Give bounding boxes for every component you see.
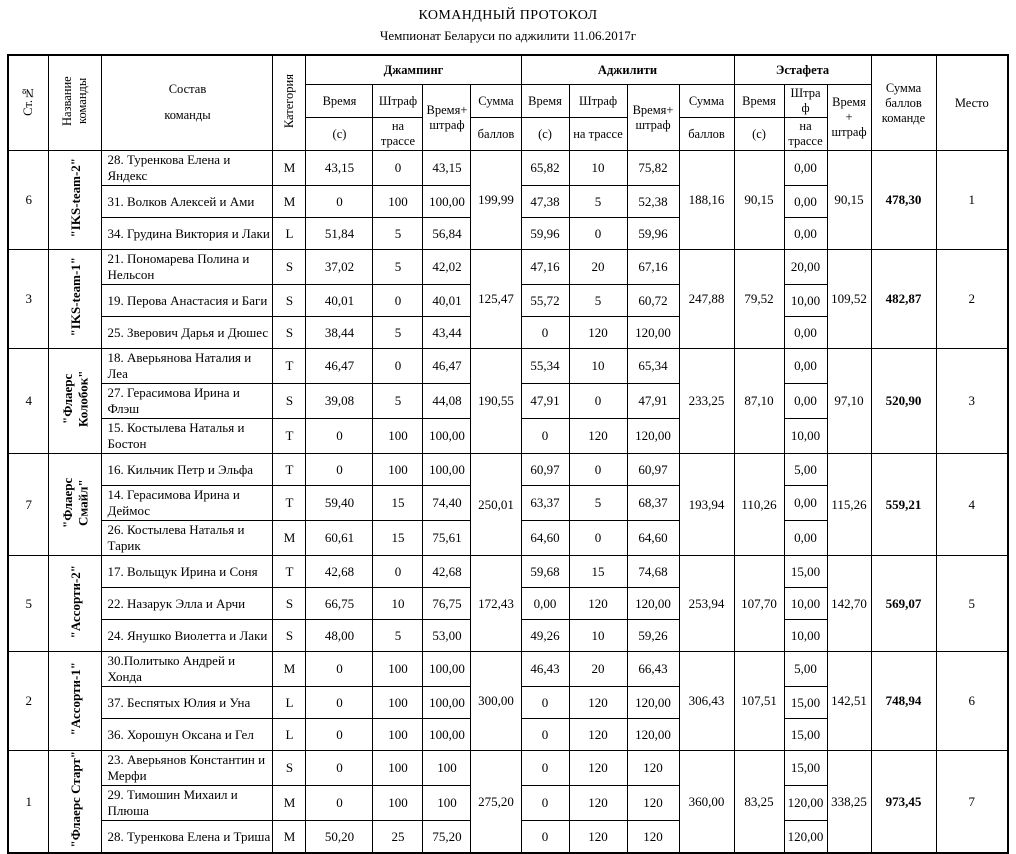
agility-time-cell: 0 — [521, 751, 569, 786]
agility-penalty-cell: 120 — [569, 719, 627, 751]
agility-sum-cell: 253,94 — [679, 556, 734, 652]
jumping-sum-cell: 190,55 — [471, 349, 521, 454]
start-number-cell: 5 — [8, 556, 49, 652]
agility-penalty-cell: 5 — [569, 486, 627, 521]
member-name-cell: 31. Волков Алексей и Ами — [102, 186, 273, 218]
category-cell: T — [273, 556, 306, 588]
jumping-time-penalty-cell: 44,08 — [423, 384, 471, 419]
member-name-cell: 14. Герасимова Ирина и Деймос — [102, 486, 273, 521]
agility-time-penalty-cell: 60,97 — [627, 454, 679, 486]
jumping-penalty-cell: 100 — [373, 419, 423, 454]
relay-time-penalty-cell: 90,15 — [827, 151, 871, 250]
category-cell: S — [273, 384, 306, 419]
header-jumping-penalty: Штраф — [373, 85, 423, 118]
header-agility-penalty-course: на трассе — [569, 118, 627, 151]
category-cell: T — [273, 486, 306, 521]
relay-penalty-cell: 15,00 — [784, 556, 827, 588]
agility-sum-cell: 233,25 — [679, 349, 734, 454]
agility-penalty-cell: 0 — [569, 521, 627, 556]
agility-penalty-cell: 20 — [569, 250, 627, 285]
page-title: КОМАНДНЫЙ ПРОТОКОЛ — [418, 8, 598, 23]
team-name-cell-label: "IKS-team-1" — [67, 257, 83, 337]
agility-sum-cell: 188,16 — [679, 151, 734, 250]
team-name-cell — [49, 250, 102, 349]
category-cell: S — [273, 285, 306, 317]
member-row — [8, 454, 1008, 486]
relay-time-cell: 107,70 — [734, 556, 784, 652]
header-relay-time-unit: (с) — [734, 118, 784, 151]
agility-time-cell: 0 — [521, 687, 569, 719]
agility-time-cell: 0 — [521, 317, 569, 349]
jumping-time-penalty-cell: 100,00 — [423, 419, 471, 454]
relay-penalty-cell: 10,00 — [784, 588, 827, 620]
agility-time-cell: 63,37 — [521, 486, 569, 521]
place-cell: 7 — [936, 751, 1008, 854]
member-name-cell: 36. Хорошун Оксана и Гел — [102, 719, 273, 751]
member-row — [8, 151, 1008, 186]
jumping-time-penalty-cell: 100,00 — [423, 454, 471, 486]
header-relay-penalty: Штраф — [784, 85, 827, 118]
team-total-cell: 478,30 — [871, 151, 936, 250]
header-start-no-label: Ст.№ — [21, 86, 36, 116]
jumping-penalty-cell: 5 — [373, 250, 423, 285]
relay-time-cell: 90,15 — [734, 151, 784, 250]
jumping-time-cell: 0 — [306, 454, 373, 486]
jumping-time-penalty-cell: 53,00 — [423, 620, 471, 652]
member-row — [8, 349, 1008, 384]
category-cell: M — [273, 186, 306, 218]
header-team-name — [49, 55, 102, 151]
agility-time-cell: 0 — [521, 786, 569, 821]
agility-penalty-cell: 120 — [569, 419, 627, 454]
agility-time-penalty-cell: 74,68 — [627, 556, 679, 588]
jumping-time-cell: 42,68 — [306, 556, 373, 588]
category-cell: S — [273, 751, 306, 786]
place-cell: 4 — [936, 454, 1008, 556]
relay-penalty-cell: 0,00 — [784, 186, 827, 218]
agility-time-penalty-cell: 59,26 — [627, 620, 679, 652]
agility-time-cell: 59,68 — [521, 556, 569, 588]
relay-penalty-cell: 120,00 — [784, 786, 827, 821]
jumping-sum-cell: 300,00 — [471, 652, 521, 751]
team-name-cell-label: "Флаерс Колобок" — [59, 370, 91, 428]
category-cell: T — [273, 419, 306, 454]
jumping-sum-cell: 125,47 — [471, 250, 521, 349]
jumping-time-cell: 39,08 — [306, 384, 373, 419]
team-name-cell — [49, 556, 102, 652]
jumping-time-cell: 43,15 — [306, 151, 373, 186]
relay-penalty-cell: 120,00 — [784, 821, 827, 854]
member-name-cell: 16. Кильчик Петр и Эльфа — [102, 454, 273, 486]
agility-time-penalty-cell: 68,37 — [627, 486, 679, 521]
header-jumping-time: Время — [306, 85, 373, 118]
agility-time-cell: 64,60 — [521, 521, 569, 556]
relay-time-penalty-cell: 338,25 — [827, 751, 871, 854]
agility-penalty-cell: 5 — [569, 186, 627, 218]
jumping-sum-cell: 199,99 — [471, 151, 521, 250]
jumping-penalty-cell: 0 — [373, 285, 423, 317]
category-cell: M — [273, 821, 306, 854]
header-start-no — [8, 55, 49, 151]
team-name-cell-label: "Флаерс Старт" — [67, 751, 83, 848]
page-subtitle: Чемпионат Беларуси по аджилити 11.06.2017г — [379, 28, 637, 43]
agility-time-penalty-cell: 120 — [627, 786, 679, 821]
start-number-cell: 6 — [8, 151, 49, 250]
jumping-time-cell: 0 — [306, 687, 373, 719]
category-cell: S — [273, 317, 306, 349]
agility-time-cell: 55,72 — [521, 285, 569, 317]
agility-time-cell: 60,97 — [521, 454, 569, 486]
jumping-time-penalty-cell: 43,44 — [423, 317, 471, 349]
jumping-penalty-cell: 5 — [373, 218, 423, 250]
relay-time-penalty-cell: 109,52 — [827, 250, 871, 349]
jumping-time-penalty-cell: 100 — [423, 786, 471, 821]
start-number-cell: 2 — [8, 652, 49, 751]
jumping-time-penalty-cell: 100 — [423, 751, 471, 786]
jumping-sum-cell: 172,43 — [471, 556, 521, 652]
relay-time-cell: 79,52 — [734, 250, 784, 349]
jumping-penalty-cell: 100 — [373, 786, 423, 821]
agility-time-penalty-cell: 120,00 — [627, 419, 679, 454]
agility-time-penalty-cell: 60,72 — [627, 285, 679, 317]
jumping-penalty-cell: 0 — [373, 349, 423, 384]
jumping-penalty-cell: 100 — [373, 719, 423, 751]
agility-penalty-cell: 120 — [569, 751, 627, 786]
member-row — [8, 652, 1008, 687]
agility-penalty-cell: 10 — [569, 151, 627, 186]
agility-penalty-cell: 15 — [569, 556, 627, 588]
member-name-cell: 17. Вольщук Ирина и Соня — [102, 556, 273, 588]
category-cell: T — [273, 454, 306, 486]
jumping-time-penalty-cell: 40,01 — [423, 285, 471, 317]
relay-penalty-cell: 0,00 — [784, 384, 827, 419]
agility-time-penalty-cell: 59,96 — [627, 218, 679, 250]
header-agility-time-unit: (с) — [521, 118, 569, 151]
header-roster — [102, 55, 273, 151]
team-total-cell: 748,94 — [871, 652, 936, 751]
jumping-time-cell: 40,01 — [306, 285, 373, 317]
team-name-cell — [49, 454, 102, 556]
header-roster-line2: команды — [164, 108, 211, 122]
agility-time-penalty-cell: 120,00 — [627, 588, 679, 620]
member-name-cell: 28. Туренкова Елена и Триша — [102, 821, 273, 854]
jumping-time-cell: 60,61 — [306, 521, 373, 556]
jumping-penalty-cell: 25 — [373, 821, 423, 854]
member-name-cell: 28. Туренкова Елена и Яндекс — [102, 151, 273, 186]
member-name-cell: 21. Пономарева Полина и Нельсон — [102, 250, 273, 285]
agility-penalty-cell: 10 — [569, 349, 627, 384]
member-row — [8, 751, 1008, 786]
relay-penalty-cell: 0,00 — [784, 486, 827, 521]
place-cell: 5 — [936, 556, 1008, 652]
agility-time-penalty-cell: 120 — [627, 821, 679, 854]
agility-penalty-cell: 5 — [569, 285, 627, 317]
team-name-cell — [49, 151, 102, 250]
jumping-time-cell: 66,75 — [306, 588, 373, 620]
jumping-time-cell: 0 — [306, 719, 373, 751]
header-jumping-sum-points: баллов — [471, 118, 521, 151]
agility-time-cell: 0 — [521, 719, 569, 751]
header-agility-sum: Сумма — [679, 85, 734, 118]
relay-time-cell: 107,51 — [734, 652, 784, 751]
jumping-time-cell: 51,84 — [306, 218, 373, 250]
agility-penalty-cell: 20 — [569, 652, 627, 687]
jumping-time-penalty-cell: 42,68 — [423, 556, 471, 588]
jumping-penalty-cell: 5 — [373, 620, 423, 652]
team-name-cell — [49, 652, 102, 751]
jumping-time-cell: 59,40 — [306, 486, 373, 521]
agility-penalty-cell: 0 — [569, 218, 627, 250]
agility-time-cell: 55,34 — [521, 349, 569, 384]
agility-time-penalty-cell: 52,38 — [627, 186, 679, 218]
agility-time-penalty-cell: 65,34 — [627, 349, 679, 384]
agility-sum-cell: 193,94 — [679, 454, 734, 556]
member-name-cell: 34. Грудина Виктория и Лаки — [102, 218, 273, 250]
agility-sum-cell: 306,43 — [679, 652, 734, 751]
header-agility-time: Время — [521, 85, 569, 118]
header-team-name-label: Название команды — [60, 76, 90, 126]
header-agility-penalty: Штраф — [569, 85, 627, 118]
agility-penalty-cell: 0 — [569, 454, 627, 486]
header-agility-group: Аджилити — [521, 55, 734, 85]
agility-time-cell: 47,91 — [521, 384, 569, 419]
relay-penalty-cell: 0,00 — [784, 218, 827, 250]
relay-time-penalty-cell: 115,26 — [827, 454, 871, 556]
jumping-sum-cell: 275,20 — [471, 751, 521, 854]
member-name-cell: 15. Костылева Наталья и Бостон — [102, 419, 273, 454]
category-cell: L — [273, 719, 306, 751]
jumping-time-penalty-cell: 76,75 — [423, 588, 471, 620]
team-name-cell-label: "IKS-team-2" — [67, 158, 83, 238]
relay-time-penalty-cell: 142,51 — [827, 652, 871, 751]
jumping-time-cell: 0 — [306, 652, 373, 687]
jumping-time-penalty-cell: 56,84 — [423, 218, 471, 250]
jumping-time-penalty-cell: 100,00 — [423, 186, 471, 218]
relay-time-cell: 87,10 — [734, 349, 784, 454]
jumping-time-cell: 50,20 — [306, 821, 373, 854]
team-name-cell-label: "Флаерс Смайл" — [59, 477, 91, 528]
header-jumping-time-unit: (с) — [306, 118, 373, 151]
relay-penalty-cell: 15,00 — [784, 687, 827, 719]
agility-time-penalty-cell: 67,16 — [627, 250, 679, 285]
team-name-cell-label: "Ассорти-2" — [67, 564, 83, 639]
team-total-cell: 569,07 — [871, 556, 936, 652]
relay-penalty-cell: 0,00 — [784, 349, 827, 384]
place-cell: 2 — [936, 250, 1008, 349]
header-relay-group: Эстафета — [734, 55, 871, 85]
jumping-time-cell: 0 — [306, 751, 373, 786]
category-cell: S — [273, 250, 306, 285]
start-number-cell: 1 — [8, 751, 49, 854]
header-jumping-sum: Сумма — [471, 85, 521, 118]
agility-time-cell: 59,96 — [521, 218, 569, 250]
agility-penalty-cell: 120 — [569, 687, 627, 719]
place-cell: 6 — [936, 652, 1008, 751]
start-number-cell: 7 — [8, 454, 49, 556]
place-cell: 1 — [936, 151, 1008, 250]
agility-time-cell: 65,82 — [521, 151, 569, 186]
jumping-time-penalty-cell: 100,00 — [423, 652, 471, 687]
category-cell: L — [273, 687, 306, 719]
category-cell: M — [273, 652, 306, 687]
category-cell: M — [273, 521, 306, 556]
header-roster-line1: Состав — [168, 82, 207, 97]
relay-penalty-cell: 20,00 — [784, 250, 827, 285]
jumping-time-penalty-cell: 74,40 — [423, 486, 471, 521]
agility-time-penalty-cell: 120,00 — [627, 687, 679, 719]
category-cell: T — [273, 349, 306, 384]
jumping-time-penalty-cell: 43,15 — [423, 151, 471, 186]
agility-penalty-cell: 120 — [569, 821, 627, 854]
agility-time-penalty-cell: 47,91 — [627, 384, 679, 419]
member-name-cell: 29. Тимошин Михаил и Плюша — [102, 786, 273, 821]
agility-time-penalty-cell: 120,00 — [627, 719, 679, 751]
header-relay-time-penalty: Время + штраф — [827, 85, 871, 151]
jumping-time-cell: 0 — [306, 786, 373, 821]
header-agility-sum-points: баллов — [679, 118, 734, 151]
member-name-cell: 18. Аверьянова Наталия и Леа — [102, 349, 273, 384]
jumping-time-cell: 0 — [306, 419, 373, 454]
agility-time-cell: 49,26 — [521, 620, 569, 652]
header-jumping-penalty-course: на трассе — [373, 118, 423, 151]
member-name-cell: 26. Костылева Наталья и Тарик — [102, 521, 273, 556]
category-cell: S — [273, 620, 306, 652]
header-category-label: Категория — [281, 73, 296, 129]
relay-penalty-cell: 10,00 — [784, 285, 827, 317]
protocol-table-body — [8, 151, 1008, 854]
jumping-time-penalty-cell: 100,00 — [423, 687, 471, 719]
agility-penalty-cell: 120 — [569, 588, 627, 620]
relay-time-penalty-cell: 97,10 — [827, 349, 871, 454]
agility-time-cell: 0,00 — [521, 588, 569, 620]
member-name-cell: 25. Зверович Дарья и Дюшес — [102, 317, 273, 349]
header-team-total: Сумма баллов команде — [871, 55, 936, 151]
member-name-cell: 30.Политыко Андрей и Хонда — [102, 652, 273, 687]
category-cell: S — [273, 588, 306, 620]
member-name-cell: 27. Герасимова Ирина и Флэш — [102, 384, 273, 419]
jumping-penalty-cell: 15 — [373, 521, 423, 556]
member-row — [8, 250, 1008, 285]
agility-penalty-cell: 120 — [569, 786, 627, 821]
relay-penalty-cell: 15,00 — [784, 719, 827, 751]
jumping-sum-cell: 250,01 — [471, 454, 521, 556]
agility-time-penalty-cell: 64,60 — [627, 521, 679, 556]
relay-time-cell: 83,25 — [734, 751, 784, 854]
category-cell: L — [273, 218, 306, 250]
place-cell: 3 — [936, 349, 1008, 454]
team-total-cell: 973,45 — [871, 751, 936, 854]
agility-penalty-cell: 10 — [569, 620, 627, 652]
jumping-time-penalty-cell: 75,61 — [423, 521, 471, 556]
jumping-time-penalty-cell: 42,02 — [423, 250, 471, 285]
agility-penalty-cell: 120 — [569, 317, 627, 349]
jumping-penalty-cell: 0 — [373, 556, 423, 588]
relay-penalty-cell: 10,00 — [784, 419, 827, 454]
agility-sum-cell: 247,88 — [679, 250, 734, 349]
agility-time-cell: 0 — [521, 419, 569, 454]
jumping-penalty-cell: 5 — [373, 317, 423, 349]
team-total-cell: 559,21 — [871, 454, 936, 556]
relay-penalty-cell: 0,00 — [784, 151, 827, 186]
jumping-penalty-cell: 100 — [373, 652, 423, 687]
jumping-time-cell: 48,00 — [306, 620, 373, 652]
jumping-time-penalty-cell: 75,20 — [423, 821, 471, 854]
jumping-penalty-cell: 100 — [373, 454, 423, 486]
start-number-cell: 4 — [8, 349, 49, 454]
relay-penalty-cell: 5,00 — [784, 652, 827, 687]
jumping-time-cell: 0 — [306, 186, 373, 218]
member-name-cell: 37. Беспятых Юлия и Уна — [102, 687, 273, 719]
jumping-time-cell: 46,47 — [306, 349, 373, 384]
category-cell: M — [273, 786, 306, 821]
team-total-cell: 520,90 — [871, 349, 936, 454]
jumping-penalty-cell: 10 — [373, 588, 423, 620]
header-relay-penalty-course: на трассе — [784, 118, 827, 151]
relay-time-cell: 110,26 — [734, 454, 784, 556]
agility-sum-cell: 360,00 — [679, 751, 734, 854]
header-relay-time: Время — [734, 85, 784, 118]
relay-penalty-cell: 10,00 — [784, 620, 827, 652]
team-name-cell — [49, 349, 102, 454]
jumping-penalty-cell: 100 — [373, 687, 423, 719]
agility-time-cell: 0 — [521, 821, 569, 854]
start-number-cell: 3 — [8, 250, 49, 349]
header-agility-time-penalty: Время+ штраф — [627, 85, 679, 151]
agility-time-penalty-cell: 66,43 — [627, 652, 679, 687]
jumping-penalty-cell: 15 — [373, 486, 423, 521]
category-cell: M — [273, 151, 306, 186]
jumping-penalty-cell: 100 — [373, 751, 423, 786]
team-total-cell: 482,87 — [871, 250, 936, 349]
document-header — [0, 0, 1016, 44]
header-category — [273, 55, 306, 151]
relay-penalty-cell: 0,00 — [784, 521, 827, 556]
jumping-time-penalty-cell: 100,00 — [423, 719, 471, 751]
header-jumping-group: Джампинг — [306, 55, 521, 85]
relay-penalty-cell: 5,00 — [784, 454, 827, 486]
agility-time-cell: 47,16 — [521, 250, 569, 285]
relay-penalty-cell: 0,00 — [784, 317, 827, 349]
relay-time-penalty-cell: 142,70 — [827, 556, 871, 652]
team-name-cell-label: "Ассорти-1" — [67, 662, 83, 736]
jumping-penalty-cell: 0 — [373, 151, 423, 186]
jumping-penalty-cell: 5 — [373, 384, 423, 419]
member-name-cell: 19. Перова Анастасия и Баги — [102, 285, 273, 317]
agility-time-cell: 46,43 — [521, 652, 569, 687]
member-row — [8, 556, 1008, 588]
header-jumping-time-penalty: Время+ штраф — [423, 85, 471, 151]
header-place: Место — [936, 55, 1008, 151]
jumping-time-penalty-cell: 46,47 — [423, 349, 471, 384]
agility-time-penalty-cell: 75,82 — [627, 151, 679, 186]
team-name-cell — [49, 751, 102, 854]
member-name-cell: 24. Янушко Виолетта и Лаки — [102, 620, 273, 652]
protocol-table — [7, 54, 1009, 854]
agility-time-penalty-cell: 120 — [627, 751, 679, 786]
agility-time-cell: 47,38 — [521, 186, 569, 218]
jumping-time-cell: 37,02 — [306, 250, 373, 285]
member-name-cell: 23. Аверьянов Константин и Мерфи — [102, 751, 273, 786]
member-name-cell: 22. Назарук Элла и Арчи — [102, 588, 273, 620]
jumping-penalty-cell: 100 — [373, 186, 423, 218]
jumping-time-cell: 38,44 — [306, 317, 373, 349]
relay-penalty-cell: 15,00 — [784, 751, 827, 786]
agility-penalty-cell: 0 — [569, 384, 627, 419]
agility-time-penalty-cell: 120,00 — [627, 317, 679, 349]
